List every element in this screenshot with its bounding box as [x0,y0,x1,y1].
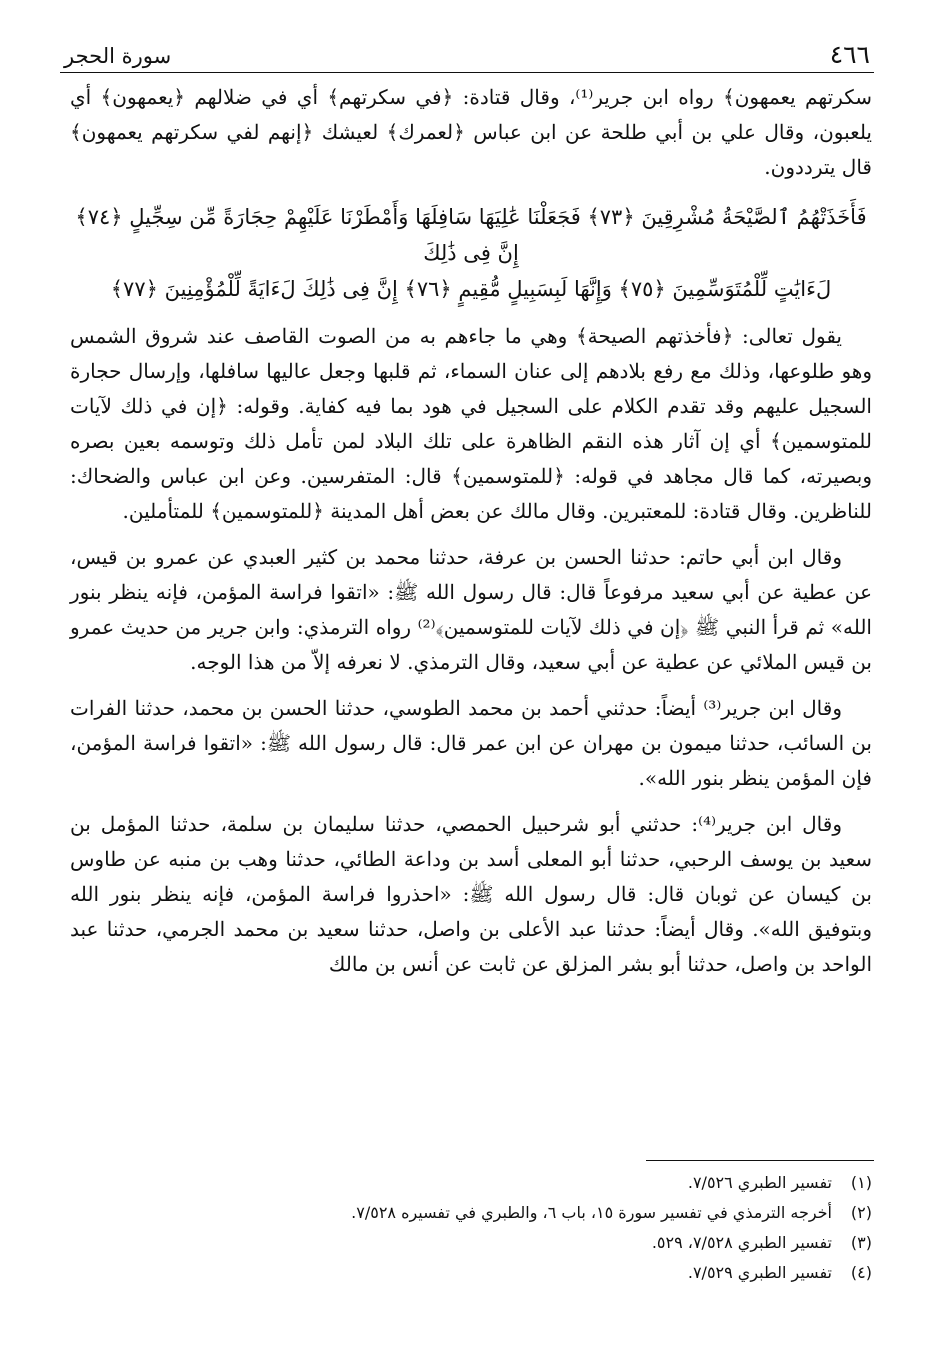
paragraph: وقال ابن جرير⁽³⁾ أيضاً: حدثني أحمد بن محمد الطوسي، حدثنا الحسن بن محمد، حدثنا الفرات بن السائب، حدثنا ميمون بن مهران عن ابن عمر قال: قال رسول الله ﷺ: «اتقوا فراسة المؤمن، فإن المؤمن ينظر بنور الله». [70,696,872,790]
footnote-text: أخرجه الترمذي في تفسير سورة ١٥، باب ٦، والطبري في تفسيره ٧/٥٢٨. [351,1203,832,1222]
paragraph: سكرتهم يعمهون﴾ رواه ابن جرير⁽¹⁾، وقال قتادة: ﴿في سكرتهم﴾ أي في ضلالهم ﴿يعمهون﴾ أي يلعبون، وقال علي بن أبي طلحة عن ابن عباس ﴿لعمرك﴾ لعيشك ﴿إنهم لفي سكرتهم يعمهون﴾ قال يترددون. [70,85,873,179]
verse-line: فَأَخَذَتْهُمُ ٱلصَّيْحَةُ مُشْرِقِينَ ﴿٧٣﴾ فَجَعَلْنَا عَٰلِيَهَا سَافِلَهَا وَأَمْطَرْنَا عَلَيْهِمْ حِجَارَةً مِّن سِجِّيلٍ ﴿٧٤﴾ إِنَّ فِى ذَٰلِكَ [75,205,867,265]
main-text [70,80,872,993]
footnote-number: (٣) [850,1233,872,1252]
footnote-number: (١) [850,1173,872,1192]
surah-title: سورة الحجر [64,44,172,68]
footnote [70,1198,872,1228]
footnote-number: (٢) [850,1203,872,1222]
paragraph: يقول تعالى: ﴿فأخذتهم الصيحة﴾ وهي ما جاءهم به من الصوت القاصف عند شروق الشمس وهو طلوعها، وذلك مع رفع بلادهم إلى عنان السماء، ثم قلبها وجعل عاليها سافلها، وإرسال حجارة السجيل عليهم وقد تقدم الكلام على السجيل في هود بما فيه كفاية. وقوله: ﴿إن في ذلك لآيات للمتوسمين﴾ أي إن آثار هذه النقم الظاهرة على تلك البلاد لمن تأمل ذلك وتوسمه بعين بصره وبصيرته، كما قال مجاهد في قوله: ﴿للمتوسمين﴾ قال: المتفرسين. وعن ابن عباس والضحاك: للناظرين. وقال قتادة: للمعتبرين. وقال مالك عن بعض أهل المدينة ﴿للمتوسمين﴾ للمتأملين. [70,324,872,523]
paragraph: وقال ابن جرير⁽⁴⁾: حدثني أبو شرحبيل الحمصي، حدثنا سليمان بن سلمة، حدثنا المؤمل بن سعيد بن يوسف الرحبي، حدثنا أبو المعلى أسد بن وداعة الطائي، حدثنا وهب بن منبه عن طاوس بن كيسان عن ثوبان قال: قال رسول الله ﷺ: «احذروا فراسة المؤمن، فإنه ينظر بنور الله وبتوفيق الله». وقال أيضاً: حدثنا عبد الأعلى بن واصل، حدثنا سعيد بن محمد الجرمي، حدثنا عبد الواحد بن واصل، حدثنا أبو بشر المزلق عن ثابت عن أنس بن مالك [70,812,872,976]
footnote [70,1258,872,1288]
footnotes [70,1168,872,1288]
footnote-text: تفسير الطبري ٧/٥٢٦. [687,1173,832,1192]
running-header [60,38,874,73]
footnote-divider [646,1160,874,1161]
quran-verse-block [70,199,872,307]
footnote-text: تفسير الطبري ٧/٥٢٨، ٥٢٩. [651,1233,832,1252]
page-number: ٤٦٦ [829,40,870,69]
verse-line: لَءَايَٰتٍ لِّلْمُتَوَسِّمِينَ ﴿٧٥﴾ وَإِنَّهَا لَبِسَبِيلٍ مُّقِيمٍ ﴿٧٦﴾ إِنَّ فِى ذَٰلِكَ لَءَايَةً لِّلْمُؤْمِنِينَ ﴿٧٧﴾ [110,277,832,301]
footnote-text: تفسير الطبري ٧/٥٢٩. [687,1263,832,1282]
footnote-number: (٤) [850,1263,872,1282]
footnote [70,1168,872,1198]
footnote [70,1228,872,1258]
paragraph: وقال ابن أبي حاتم: حدثنا الحسن بن عرفة، حدثنا محمد بن كثير العبدي عن عمرو بن قيس، عن عطية عن أبي سعيد مرفوعاً قال: قال رسول الله ﷺ: «اتقوا فراسة المؤمن، فإنه ينظر بنور الله» ثم قرأ النبي ﷺ ﴿إن في ذلك لآيات للمتوسمين﴾⁽²⁾ رواه الترمذي: وابن جرير من حديث عمرو بن قيس الملائي عن عطية عن أبي سعيد، وقال الترمذي. لا نعرفه إلاّ من هذا الوجه. [70,545,872,674]
